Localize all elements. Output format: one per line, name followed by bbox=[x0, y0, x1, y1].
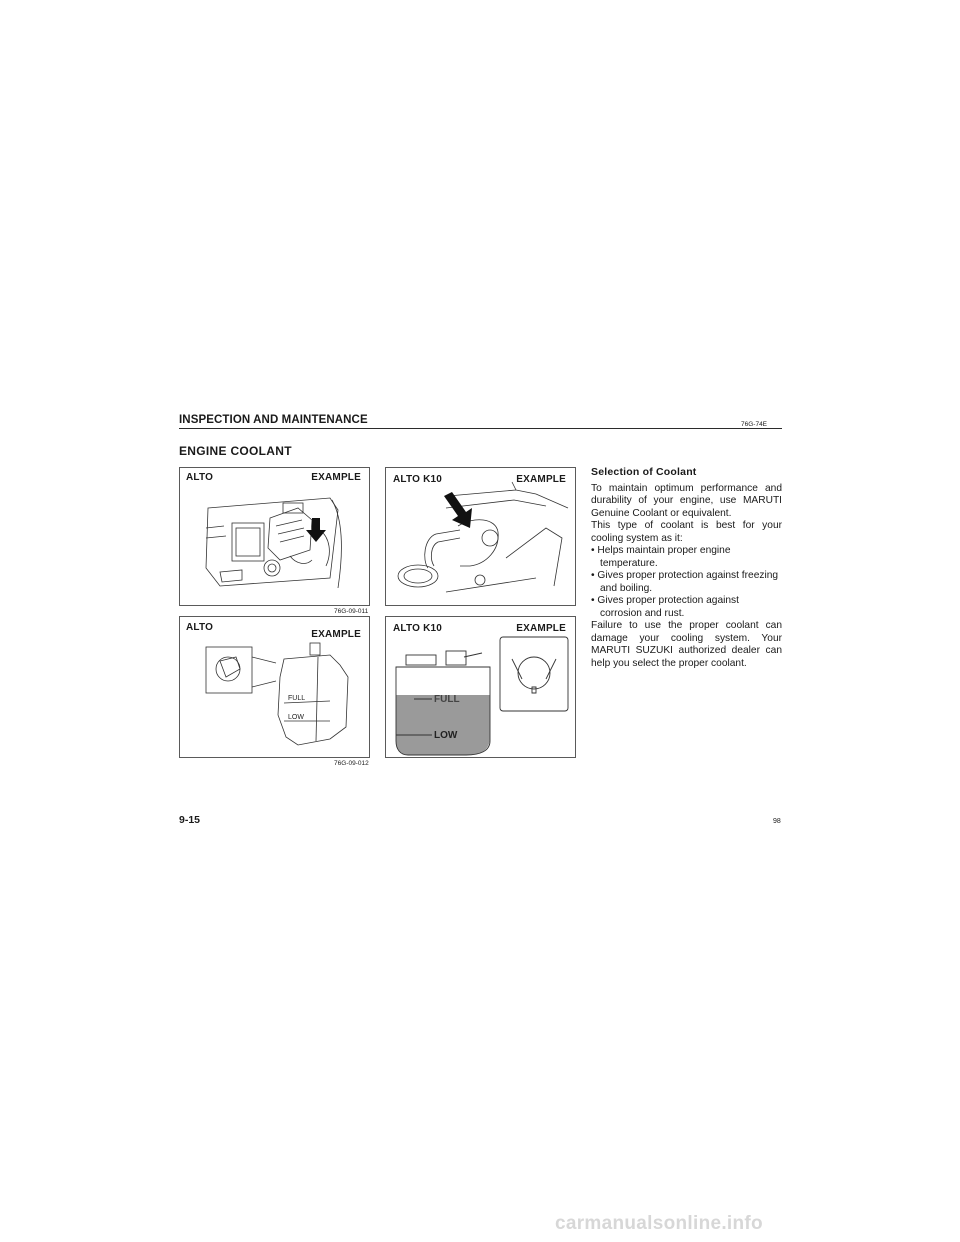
figure-model-label: ALTO K10 bbox=[393, 623, 443, 634]
figure-alto-k10-reservoir bbox=[385, 616, 576, 758]
low-label: LOW bbox=[434, 730, 458, 741]
full-label: FULL bbox=[434, 694, 460, 705]
page-label: 9-15 bbox=[179, 814, 201, 826]
header-rule bbox=[179, 428, 782, 429]
figure-model-label: ALTO K10 bbox=[393, 474, 443, 485]
figure-example-label: EXAMPLE bbox=[311, 472, 361, 483]
figure-code: 76G-09-012 bbox=[334, 760, 369, 767]
figure-example-label: EXAMPLE bbox=[516, 474, 566, 485]
section-subtitle: Selection of Coolant bbox=[591, 466, 697, 478]
page-number: 98 bbox=[773, 818, 781, 825]
full-label: FULL bbox=[288, 695, 306, 702]
selection-of-coolant-section bbox=[591, 466, 782, 670]
low-label: LOW bbox=[288, 714, 304, 721]
bullet-item: • Gives proper protection against corrosion and rust. bbox=[591, 595, 739, 619]
watermark: carmanualsonline.info bbox=[555, 1213, 763, 1234]
figure-alto-reservoir bbox=[179, 616, 370, 758]
figure-model-label: ALTO bbox=[186, 472, 214, 483]
intro-paragraph: To maintain optimum performance and durability of your engine, use MARUTI Genuine Coolant or equivalent. bbox=[591, 482, 782, 519]
alto-reservoir-illustration bbox=[180, 617, 369, 757]
reservoir-location-illustration bbox=[386, 468, 575, 605]
bullet-item: • Gives proper protection against freezing and boiling. bbox=[591, 570, 779, 594]
figure-model-label: ALTO bbox=[186, 622, 214, 633]
section-title: INSPECTION AND MAINTENANCE bbox=[179, 414, 368, 426]
k10-reservoir-illustration bbox=[386, 617, 575, 757]
figure-code: 76G-09-011 bbox=[334, 608, 369, 615]
page-code: 76G-74E bbox=[741, 421, 768, 428]
bullet-item: • Helps maintain proper engine temperature. bbox=[591, 545, 731, 569]
engine-bay-illustration bbox=[180, 468, 369, 605]
figure-alto-engine-bay bbox=[179, 467, 370, 606]
figure-example-label: EXAMPLE bbox=[311, 629, 361, 640]
closing-paragraph: Failure to use the proper coolant can damage your cooling system. Your MARUTI SUZUKI authorized dealer can help you select the proper coolant. bbox=[591, 620, 782, 669]
page-heading: ENGINE COOLANT bbox=[179, 444, 292, 458]
figure-alto-k10-engine-bay bbox=[385, 467, 576, 606]
figure-example-label: EXAMPLE bbox=[516, 623, 566, 634]
lead-paragraph: This type of coolant is best for your cooling system as it: bbox=[591, 520, 782, 544]
